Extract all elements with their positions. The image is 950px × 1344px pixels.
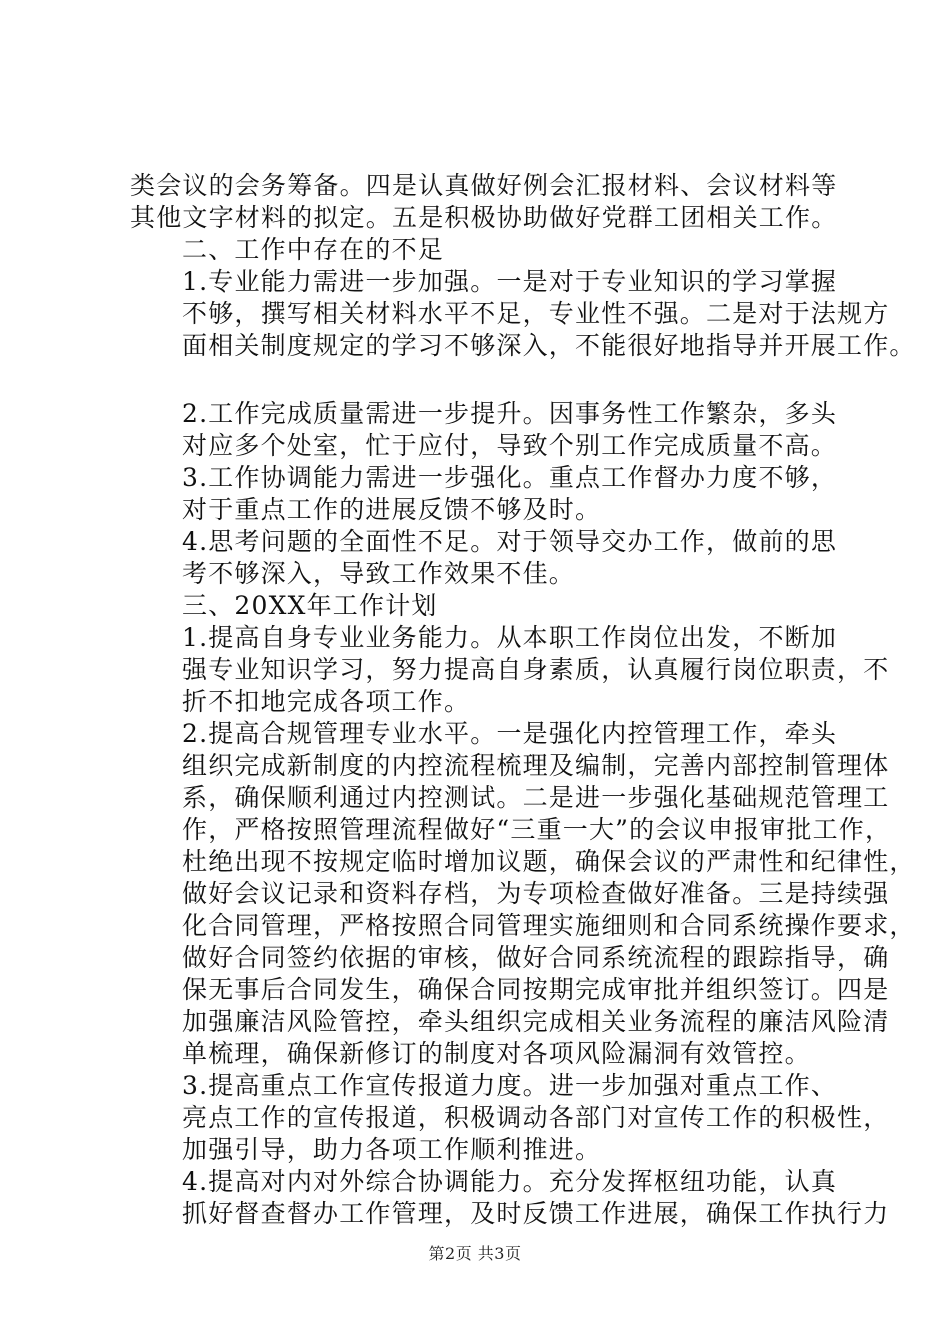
paragraph [130, 398, 842, 462]
text-line: 2.提高合规管理专业水平。一是强化内控管理工作，牵头 [182, 719, 838, 748]
text-line: 做好合同签约依据的审核，做好合同系统流程的跟踪指导，确 [182, 943, 890, 972]
paragraph [130, 1166, 890, 1230]
text-line: 考不够深入，导致工作效果不佳。 [182, 559, 576, 588]
text-line: 不够，撰写相关材料水平不足，专业性不强。二是对于法规方 [182, 299, 890, 328]
text-line: 1.专业能力需进一步加强。一是对于专业知识的学习掌握 [182, 267, 838, 296]
paragraph [130, 718, 916, 1070]
paragraph [130, 462, 842, 526]
document-body [130, 170, 916, 1230]
text-line: 1.提高自身专业业务能力。从本职工作岗位出发，不断加 [182, 623, 838, 652]
text-line: 保无事后合同发生，确保合同按期完成审批并组织签订。四是 [182, 975, 890, 1004]
text-line: 杜绝出现不按规定临时增加议题，确保会议的严肃性和纪律性， [182, 847, 916, 876]
text-line: 面相关制度规定的学习不够深入，不能很好地指导并开展工作。 [182, 331, 916, 360]
text-line: 三、20XX年工作计划 [182, 591, 438, 620]
paragraph-gap [130, 362, 842, 398]
section-heading [130, 590, 842, 622]
text-line: 对于重点工作的进展反馈不够及时。 [182, 495, 602, 524]
text-line: 亮点工作的宣传报道，积极调动各部门对宣传工作的积极性， [182, 1103, 890, 1132]
paragraph [130, 622, 890, 718]
text-line: 系，确保顺利通过内控测试。二是进一步强化基础规范管理工 [182, 783, 890, 812]
text-line: 4.思考问题的全面性不足。对于领导交办工作，做前的思 [182, 527, 838, 556]
paragraph [130, 526, 842, 590]
paragraph [130, 266, 916, 362]
text-line: 2.工作完成质量需进一步提升。因事务性工作繁杂，多头 [182, 399, 838, 428]
text-line: 加强廉洁风险管控，牵头组织完成相关业务流程的廉洁风险清 [182, 1007, 890, 1036]
page-footer: 第2页 共3页 [428, 1244, 522, 1263]
text-line: 3.工作协调能力需进一步强化。重点工作督办力度不够， [182, 463, 838, 492]
text-line: 其他文字材料的拟定。五是积极协助做好党群工团相关工作。 [130, 203, 838, 232]
text-line: 对应多个处室，忙于应付，导致个别工作完成质量不高。 [182, 431, 838, 460]
text-line: 做好会议记录和资料存档，为专项检查做好准备。三是持续强 [182, 879, 890, 908]
text-line: 类会议的会务筹备。四是认真做好例会汇报材料、会议材料等 [130, 171, 838, 200]
text-line: 加强引导，助力各项工作顺利推进。 [182, 1135, 602, 1164]
text-line: 作，严格按照管理流程做好“三重一大”的会议申报审批工作， [182, 815, 892, 844]
text-line: 3.提高重点工作宣传报道力度。进一步加强对重点工作、 [182, 1071, 838, 1100]
text-line: 折不扣地完成各项工作。 [182, 687, 471, 716]
paragraph [130, 170, 842, 234]
text-line: 组织完成新制度的内控流程梳理及编制，完善内部控制管理体 [182, 751, 890, 780]
section-heading [130, 234, 842, 266]
paragraph [130, 1070, 890, 1166]
text-line: 单梳理，确保新修订的制度对各项风险漏洞有效管控。 [182, 1039, 811, 1068]
text-line: 4.提高对内对外综合协调能力。充分发挥枢纽功能，认真 [182, 1167, 838, 1196]
text-line: 抓好督查督办工作管理，及时反馈工作进展，确保工作执行力 [182, 1199, 890, 1228]
text-line: 化合同管理，严格按照合同管理实施细则和合同系统操作要求， [182, 911, 916, 940]
text-line: 二、工作中存在的不足 [182, 235, 445, 264]
text-line: 强专业知识学习，努力提高自身素质，认真履行岗位职责，不 [182, 655, 890, 684]
